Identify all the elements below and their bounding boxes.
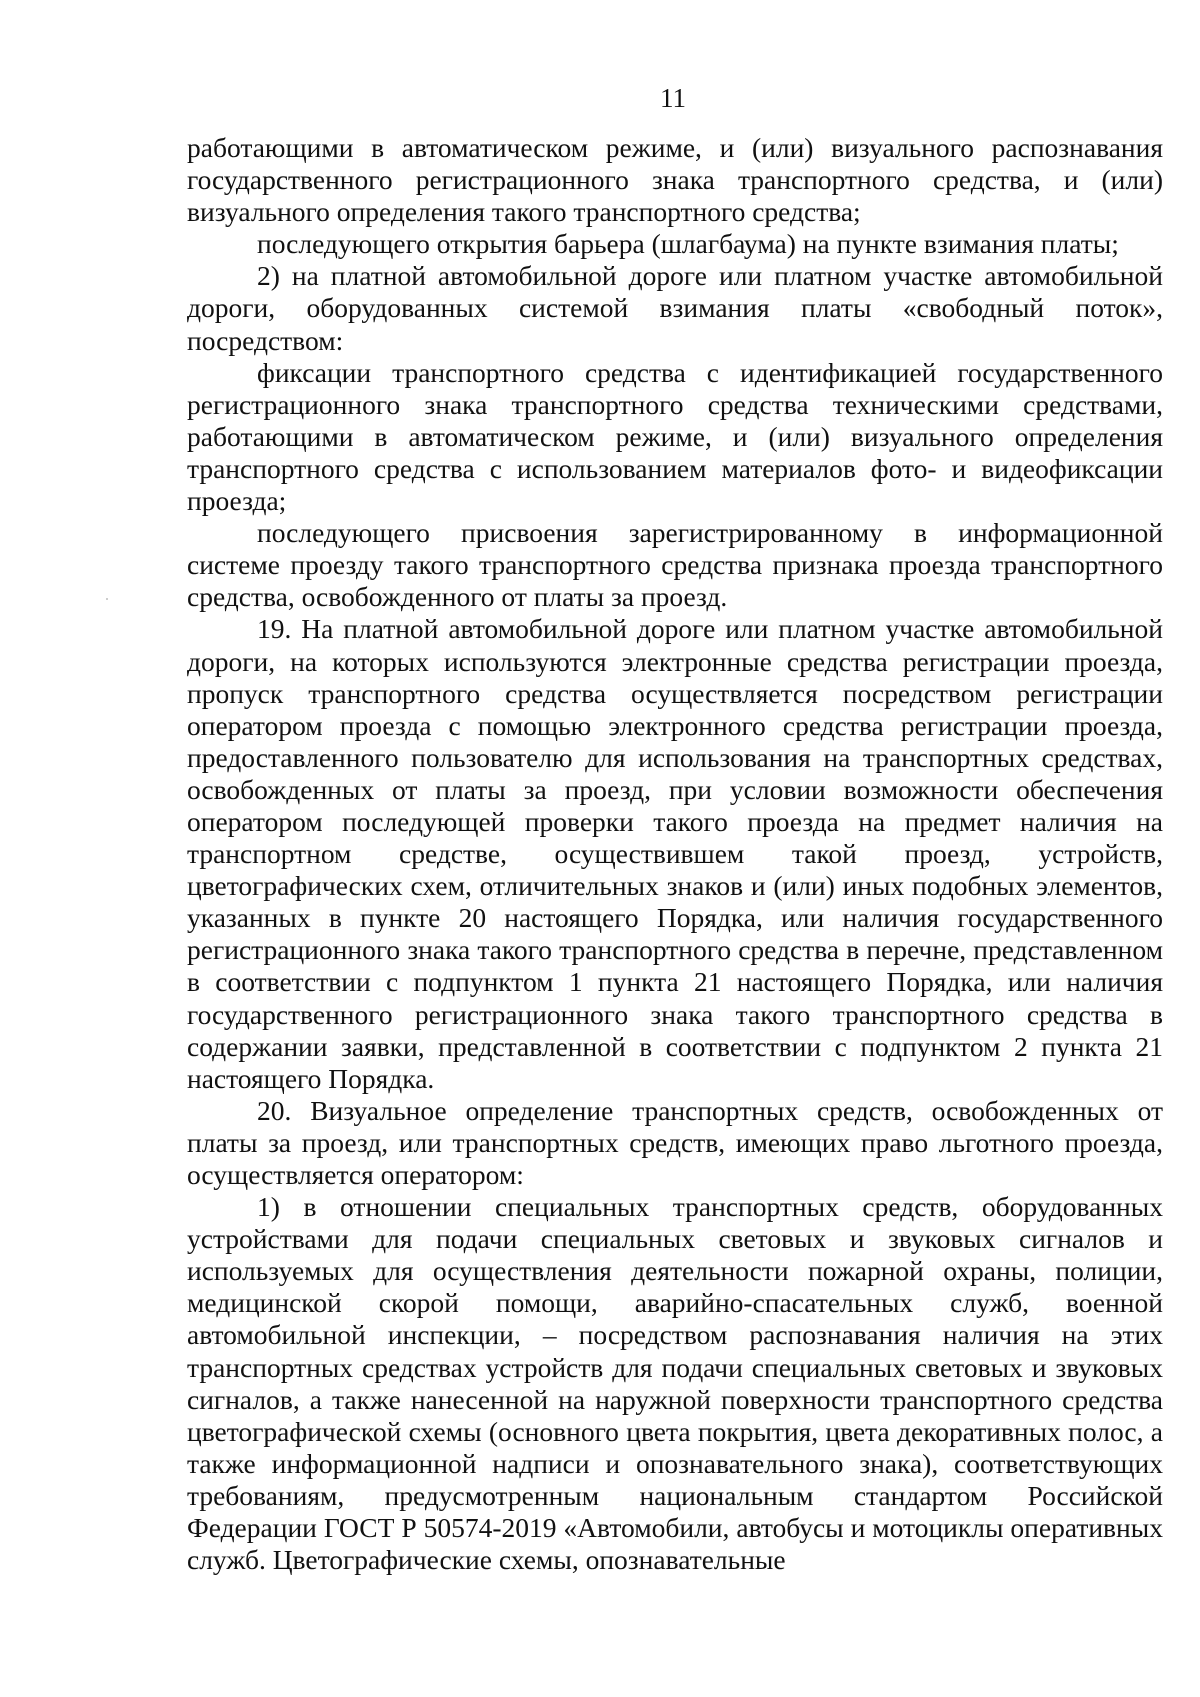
page-number: 11 <box>660 83 686 113</box>
paragraph-barrier-opening: последующего открытия барьера (шлагбаума) на пункте взимания платы; <box>257 228 1119 260</box>
paragraph-continuation: работающими в автоматическом режиме, и (или) визуального распознавания государственного регистрационного знака транспортного средства, и (или) визуального определения такого транспортного средства; <box>187 132 1163 228</box>
paragraph-assignment: последующего присвоения зарегистрированному в информационной системе проезду такого транспортного средства признака проезда транспортного средства, освобожденного от платы за проезд. <box>187 517 1163 613</box>
paragraph-fixation: фиксации транспортного средства с идентификацией государственного регистрационного знака транспортного средства техническими средствами, работающими в автоматическом режиме, и (или) визуального определения транспортного средства с использованием материалов фото- и видеофиксации проезда; <box>187 356 1163 517</box>
paragraph-clause-20-item-1: 1) в отношении специальных транспортных средств, оборудованных устройствами для подачи специальных световых и звуковых сигналов и используемых для осуществления деятельности пожарной охраны, полиции, медицинской скорой помощи, аварийно-спасательных служб, военной автомобильной инспекции, – посредством распознавания наличия на этих транспортных средствах устройств для подачи специальных световых и звуковых сигналов, а также нанесенной на наружной поверхности транспортного средства цветографической схемы (основного цвета покрытия, цвета декоративных полос, а также информационной надписи и опознавательного знака), соответствующих требованиям, предусмотренным национальным стандартом Российской Федерации ГОСТ Р 50574-2019 «Автомобили, автобусы и мотоциклы оперативных служб. Цветографические схемы, опознавательные <box>187 1191 1163 1576</box>
paragraph-clause-19: 19. На платной автомобильной дороге или платном участке автомобильной дороги, на которых используются электронные средства регистрации проезда, пропуск транспортного средства осуществляется посредством регистрации оператором проезда с помощью электронного средства регистрации проезда, предоставленного пользователю для использования на транспортных средствах, освобожденных от платы за проезд, при условии возможности обеспечения оператором последующей проверки такого проезда на предмет наличия на транспортном средстве, осуществившем такой проезд, устройств, цветографических схем, отличительных знаков и (или) иных подобных элементов, указанных в пункте 20 настоящего Порядка, или наличия государственного регистрационного знака такого транспортного средства в перечне, представленном в соответствии с подпунктом 1 пункта 21 настоящего Порядка, или наличия государственного регистрационного знака такого транспортного средства в содержании заявки, представленной в соответствии с подпунктом 2 пункта 21 настоящего Порядка. <box>187 613 1163 1094</box>
scan-speck <box>106 598 108 600</box>
paragraph-clause-20: 20. Визуальное определение транспортных средств, освобожденных от платы за проезд, или транспортных средств, имеющих право льготного проезда, осуществляется оператором: <box>187 1094 1163 1190</box>
body-text <box>187 132 1163 1576</box>
paragraph-free-flow: 2) на платной автомобильной дороге или платном участке автомобильной дороги, оборудованных системой взимания платы «свободный поток», посредством: <box>187 260 1163 356</box>
